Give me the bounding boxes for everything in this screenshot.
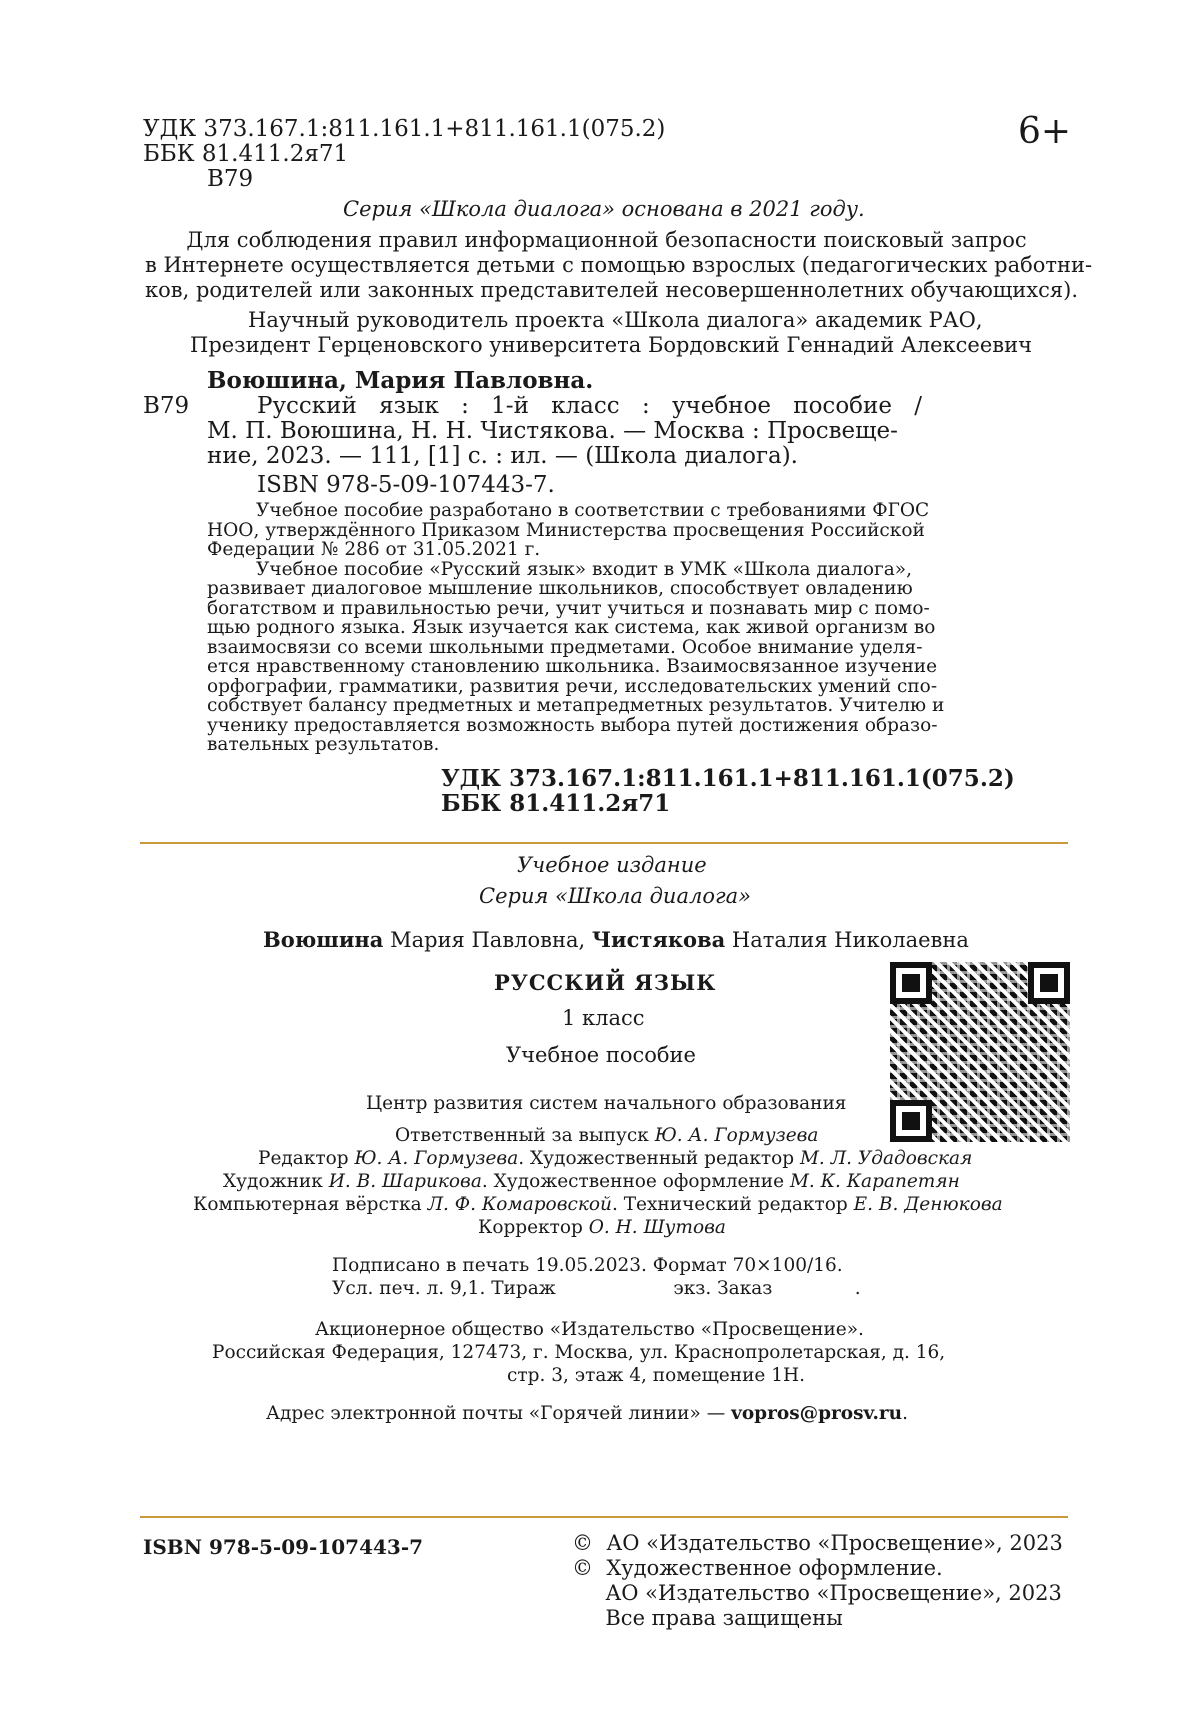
bbk-header: ББК 81.411.2я71 xyxy=(143,141,349,167)
catalog-line: Русский язык : 1-й класс : учебное пособие / xyxy=(257,393,922,419)
annotation-line: богатством и правильностью речи, учит учиться и познавать мир с помо- xyxy=(207,597,930,619)
credit-name: О. Н. Шутова xyxy=(588,1217,726,1238)
copyright-line: © Художественное оформление. xyxy=(572,1556,943,1580)
credit-role: Художник xyxy=(223,1171,329,1192)
credit-name: Л. Ф. Комаровской xyxy=(427,1194,612,1215)
annotation-line: вательных результатов. xyxy=(207,734,440,755)
email-link[interactable]: vopros@prosv.ru xyxy=(731,1403,903,1424)
annotation-line: взаимосвязи со всеми школьными предметами. Особое внимание уделя- xyxy=(207,636,923,658)
publisher-line: Российская Федерация, 127473, г. Москва, ул. Краснопролетарская, д. 16, xyxy=(212,1342,946,1363)
supervisor-line: Президент Герценовского университета Бордовский Геннадий Алексеевич xyxy=(190,333,1032,357)
publisher-line: стр. 3, этаж 4, помещение 1Н. xyxy=(507,1365,806,1386)
credit-name: М. К. Карапетян xyxy=(789,1171,960,1192)
qr-finder-icon xyxy=(1028,962,1070,1004)
book-title: РУССКИЙ ЯЗЫК xyxy=(494,970,717,995)
catalog-udk: УДК 373.167.1:811.161.1+811.161.1(075.2) xyxy=(441,765,1015,792)
safety-line: ков, родителей или законных представителей несовершеннолетних обучающихся). xyxy=(145,278,1078,302)
email-label: Адрес электронной почты «Горячей линии» — xyxy=(266,1403,732,1424)
credit-name: Ю. А. Гормузева xyxy=(354,1148,519,1169)
catalog-author: Воюшина, Мария Павловна. xyxy=(207,367,594,394)
annotation-line: НОО, утверждённого Приказом Министерства просвещения Российской xyxy=(207,519,925,541)
credit-name: И. В. Шарикова xyxy=(328,1171,482,1192)
credit-role: . Художественный редактор xyxy=(518,1148,800,1169)
annotation-line: ученику предоставляется возможность выбора путей достижения образо- xyxy=(207,714,938,736)
author1-surname: Воюшина xyxy=(263,927,384,952)
footer-copyright xyxy=(572,1531,1063,1631)
annotation xyxy=(207,500,945,755)
annotation-line: Федерации № 286 от 31.05.2021 г. xyxy=(207,539,541,560)
divider-bottom xyxy=(140,1516,1068,1518)
credit-name: М. Л. Удадовская xyxy=(799,1148,973,1169)
annotation-line: развивает диалоговое мышление школьников, способствует овладению xyxy=(207,578,913,599)
copyright-line: Все права защищены xyxy=(572,1606,843,1630)
copyright-line: АО «Издательство «Просвещение», 2023 xyxy=(572,1581,1062,1605)
email-line xyxy=(266,1404,908,1424)
author2-surname: Чистякова xyxy=(591,927,726,952)
annotation-line: Учебное пособие разработано в соответствии с требованиями ФГОС xyxy=(256,500,930,521)
annotation-line: ется нравственному становлению школьника. Взаимосвязанное изучение xyxy=(207,656,938,677)
edition-series: Серия «Школа диалога» xyxy=(479,884,751,908)
udk-header: УДК 373.167.1:811.161.1+811.161.1(075.2) xyxy=(143,116,666,142)
safety-line: Для соблюдения правил информационной безопасности поисковый запрос xyxy=(186,228,1027,252)
annotation-line: собствует балансу предметных и метапредметных результатов. Учителю и xyxy=(207,695,945,716)
credit-role: Корректор xyxy=(478,1217,589,1238)
credit-line xyxy=(193,1195,1003,1215)
author1-name: Мария Павловна, xyxy=(383,928,592,952)
catalog-line: ние, 2023. — 111, [1] с. : ил. — (Школа диалога). xyxy=(207,443,798,469)
catalog-isbn: ISBN 978-5-09-107443-7. xyxy=(257,472,555,498)
catalog-line: М. П. Воюшина, Н. Н. Чистякова. — Москва : Просвеще- xyxy=(207,418,898,444)
credit-name: Е. В. Денюкова xyxy=(853,1194,1003,1215)
credit-role: Ответственный за выпуск xyxy=(395,1125,655,1146)
author2-name: Наталия Николаевна xyxy=(725,928,969,952)
footer-isbn: ISBN 978-5-09-107443-7 xyxy=(143,1535,424,1559)
credit-line xyxy=(223,1172,960,1192)
safety-line: в Интернете осуществляется детьми с помощью взрослых (педагогических работни- xyxy=(145,253,1093,277)
book-grade: 1 класс xyxy=(562,1006,645,1030)
credit-role: . Технический редактор xyxy=(611,1194,854,1215)
credit-role: . Художественное оформление xyxy=(481,1171,790,1192)
publisher-line: Акционерное общество «Издательство «Просвещение». xyxy=(315,1319,864,1340)
safety-notice xyxy=(145,228,1093,303)
copyright-line: © АО «Издательство «Просвещение», 2023 xyxy=(572,1531,1063,1555)
annotation-line: Учебное пособие «Русский язык» входит в УМК «Школа диалога», xyxy=(256,558,912,580)
supervisor-line: Научный руководитель проекта «Школа диалога» академик РАО, xyxy=(248,308,983,332)
series-note: Серия «Школа диалога» основана в 2021 году. xyxy=(343,197,865,221)
credit-line xyxy=(258,1149,972,1169)
catalog-mark: В79 xyxy=(143,393,190,419)
credit-line xyxy=(395,1126,818,1146)
edition-type: Учебное издание xyxy=(517,853,707,877)
credit-role: Редактор xyxy=(258,1148,355,1169)
print-info: Усл. печ. л. 9,1. Тираж экз. Заказ . xyxy=(332,1278,861,1299)
qr-finder-icon xyxy=(890,962,932,1004)
annotation-line: щью родного языка. Язык изучается как система, как живой организм во xyxy=(207,617,936,638)
author-mark-header: В79 xyxy=(207,166,254,192)
divider-top xyxy=(140,842,1068,844)
book-kind: Учебное пособие xyxy=(506,1043,696,1067)
catalog-bbk: ББК 81.411.2я71 xyxy=(441,790,671,817)
credit-name: Ю. А. Гормузева xyxy=(654,1125,819,1146)
qr-finder-icon xyxy=(890,1100,932,1142)
age-rating: 6+ xyxy=(1018,111,1072,152)
authors-line xyxy=(263,927,969,953)
credit-line xyxy=(478,1218,726,1238)
annotation-line: орфографии, грамматики, развития речи, исследовательских умений спо- xyxy=(207,675,938,697)
edition-center: Центр развития систем начального образования xyxy=(366,1093,847,1114)
email-end: . xyxy=(902,1403,908,1424)
credit-role: Компьютерная вёрстка xyxy=(193,1194,428,1215)
print-signed: Подписано в печать 19.05.2023. Формат 70×100/16. xyxy=(332,1255,843,1276)
